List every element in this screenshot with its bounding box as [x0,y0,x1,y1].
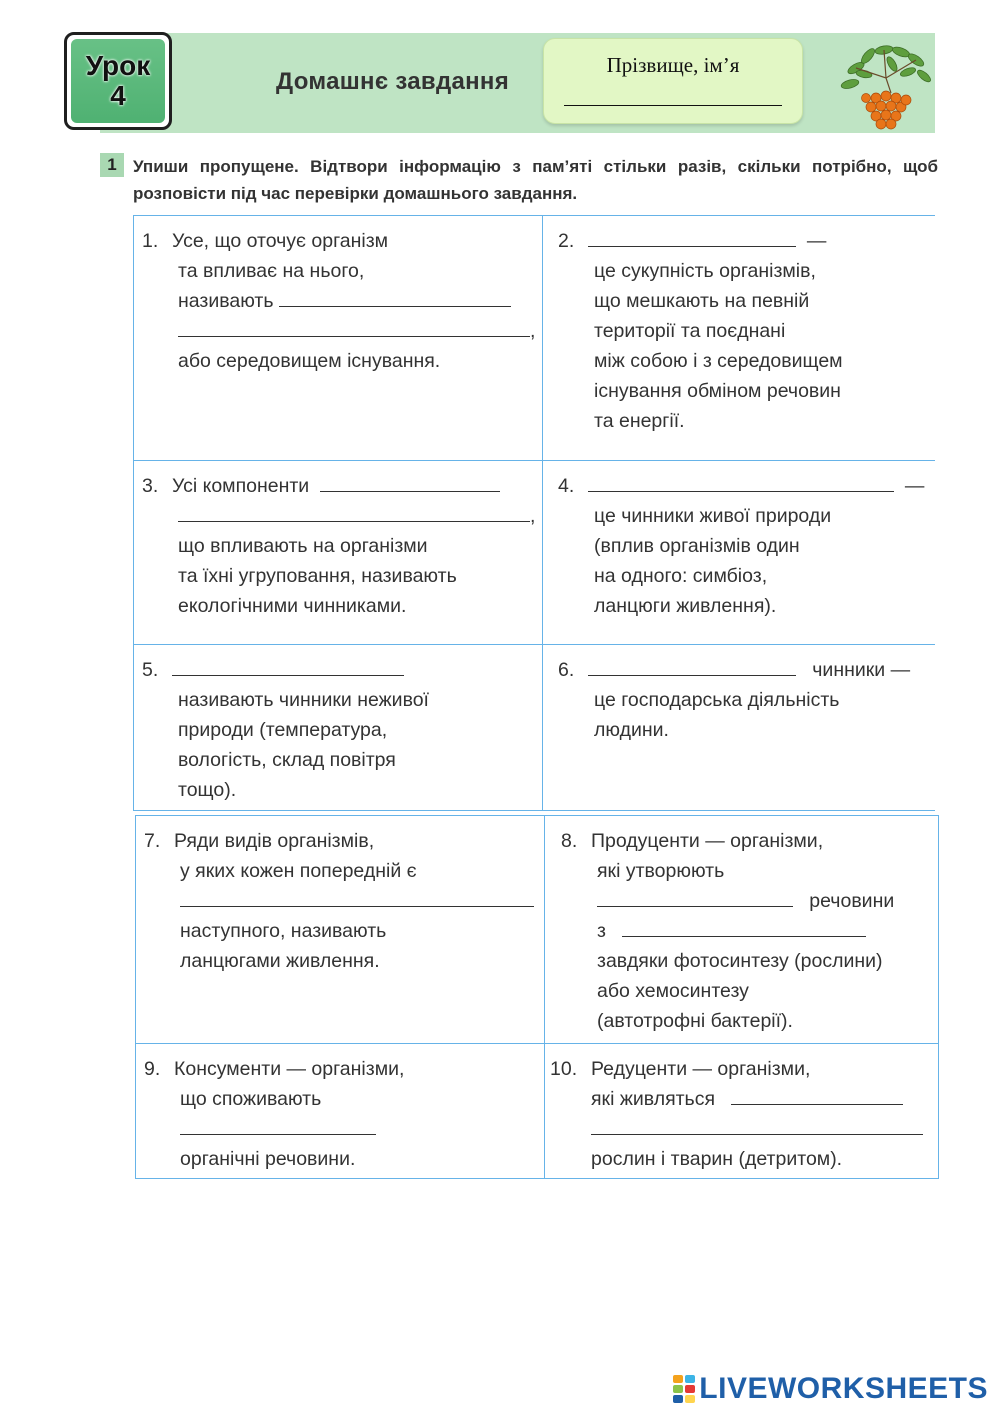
item-2 [542,215,935,461]
item-text: називають чинники неживої [178,689,429,711]
item-text: та впливає на нього, [178,260,365,282]
blank-input[interactable] [180,886,534,907]
logo-blocks-icon [673,1375,695,1403]
item-text: які утворюють [597,860,725,882]
item-number: 7. [144,830,161,852]
item-text: у яких кожен попередній є [180,860,417,882]
blank-input[interactable] [597,886,793,907]
item-text: рослин і тварин (детритом). [591,1148,843,1170]
header-band [100,33,935,133]
name-input-line[interactable] [564,105,782,106]
lesson-number: 4 [110,80,126,111]
item-5 [133,644,543,811]
item-text: існування обміном речовин [594,380,841,402]
item-text: це чинники живої природи [594,505,832,527]
item-3 [133,460,543,645]
blank-input[interactable] [622,916,866,937]
item-number: 10. [550,1058,578,1080]
item-text: Продуценти — організми, [591,830,824,852]
item-text: між собою і з середовищем [594,350,843,372]
item-text: Усі компоненти [172,475,310,497]
item-9 [135,1043,545,1179]
item-number: 4. [558,475,575,497]
item-text: людини. [594,719,669,741]
item-text: речовини [809,890,895,912]
blank-input[interactable] [591,1114,923,1135]
item-text: території та поєднані [594,320,786,342]
item-text: або середовищем існування. [178,350,441,372]
liveworksheets-logo [673,1372,988,1406]
item-7 [135,815,545,1044]
item-text: що впливають на організми [178,535,428,557]
item-text: органічні речовини. [180,1148,356,1170]
blank-input[interactable] [320,471,500,492]
lesson-badge [64,32,172,130]
item-text: (автотрофні бактерії). [597,1010,793,1032]
item-text: , [530,320,536,342]
item-text: ланцюгами живлення. [180,950,380,972]
blank-input[interactable] [588,655,796,676]
blank-input[interactable] [588,471,894,492]
item-1 [133,215,543,461]
item-8 [544,815,939,1044]
item-text: (вплив організмів один [594,535,800,557]
task-number: 1 [100,153,124,177]
rowan-berry-icon [836,38,936,133]
item-10 [544,1043,939,1179]
blank-input[interactable] [178,501,530,522]
item-text: — [806,230,827,252]
item-text: називають [178,290,274,312]
item-text: з [597,920,606,942]
item-text: чинники — [812,659,911,681]
item-6 [542,644,935,811]
watermark-text: LIVEWORKSHEETS [699,1372,988,1405]
item-text: які живляться [591,1088,716,1110]
item-text: на одного: симбіоз, [594,565,768,587]
item-text: наступного, називають [180,920,387,942]
item-text: Ряди видів організмів, [174,830,375,852]
item-number: 3. [142,475,159,497]
item-number: 1. [142,230,159,252]
item-number: 5. [142,659,159,681]
item-text: Усе, що оточує організм [172,230,389,252]
blank-input[interactable] [279,286,511,307]
item-number: 9. [144,1058,161,1080]
item-text: що мешкають на певній [594,290,810,312]
blank-input[interactable] [731,1084,903,1105]
item-number: 2. [558,230,575,252]
page-title: Домашнє завдання [276,68,510,95]
item-text: природи (температура, [178,719,388,741]
lesson-word: Урок [85,50,151,81]
item-text: та їхні угруповання, називають [178,565,457,587]
item-text: це сукупність організмів, [594,260,816,282]
item-text: або хемосинтезу [597,980,749,1002]
item-number: 6. [558,659,575,681]
item-text: тощо). [178,779,237,801]
item-text: Консументи — організми, [174,1058,405,1080]
item-text: Редуценти — організми, [591,1058,811,1080]
item-4 [542,460,935,645]
item-text: , [530,505,536,527]
name-box [543,38,803,124]
item-text: екологічними чинниками. [178,595,407,617]
name-label: Прізвище, ім’я [606,53,740,77]
blank-input[interactable] [172,655,404,676]
item-text: завдяки фотосинтезу (рослини) [597,950,883,972]
item-text: — [904,475,925,497]
item-text: це господарська діяльність [594,689,840,711]
item-text: вологість, склад повітря [178,749,396,771]
item-number: 8. [561,830,578,852]
blank-input[interactable] [178,316,530,337]
blank-input[interactable] [180,1114,376,1135]
item-text: ланцюги живлення). [594,595,777,617]
item-text: що споживають [180,1088,322,1110]
item-text: та енергії. [594,410,685,432]
task-instruction: Упиши пропущене. Відтвори інформацію з пам’яті стільки разів, скільки потрібно, щоб розповісти під час перевірки домашнього завдання. [133,157,938,203]
blank-input[interactable] [588,226,796,247]
